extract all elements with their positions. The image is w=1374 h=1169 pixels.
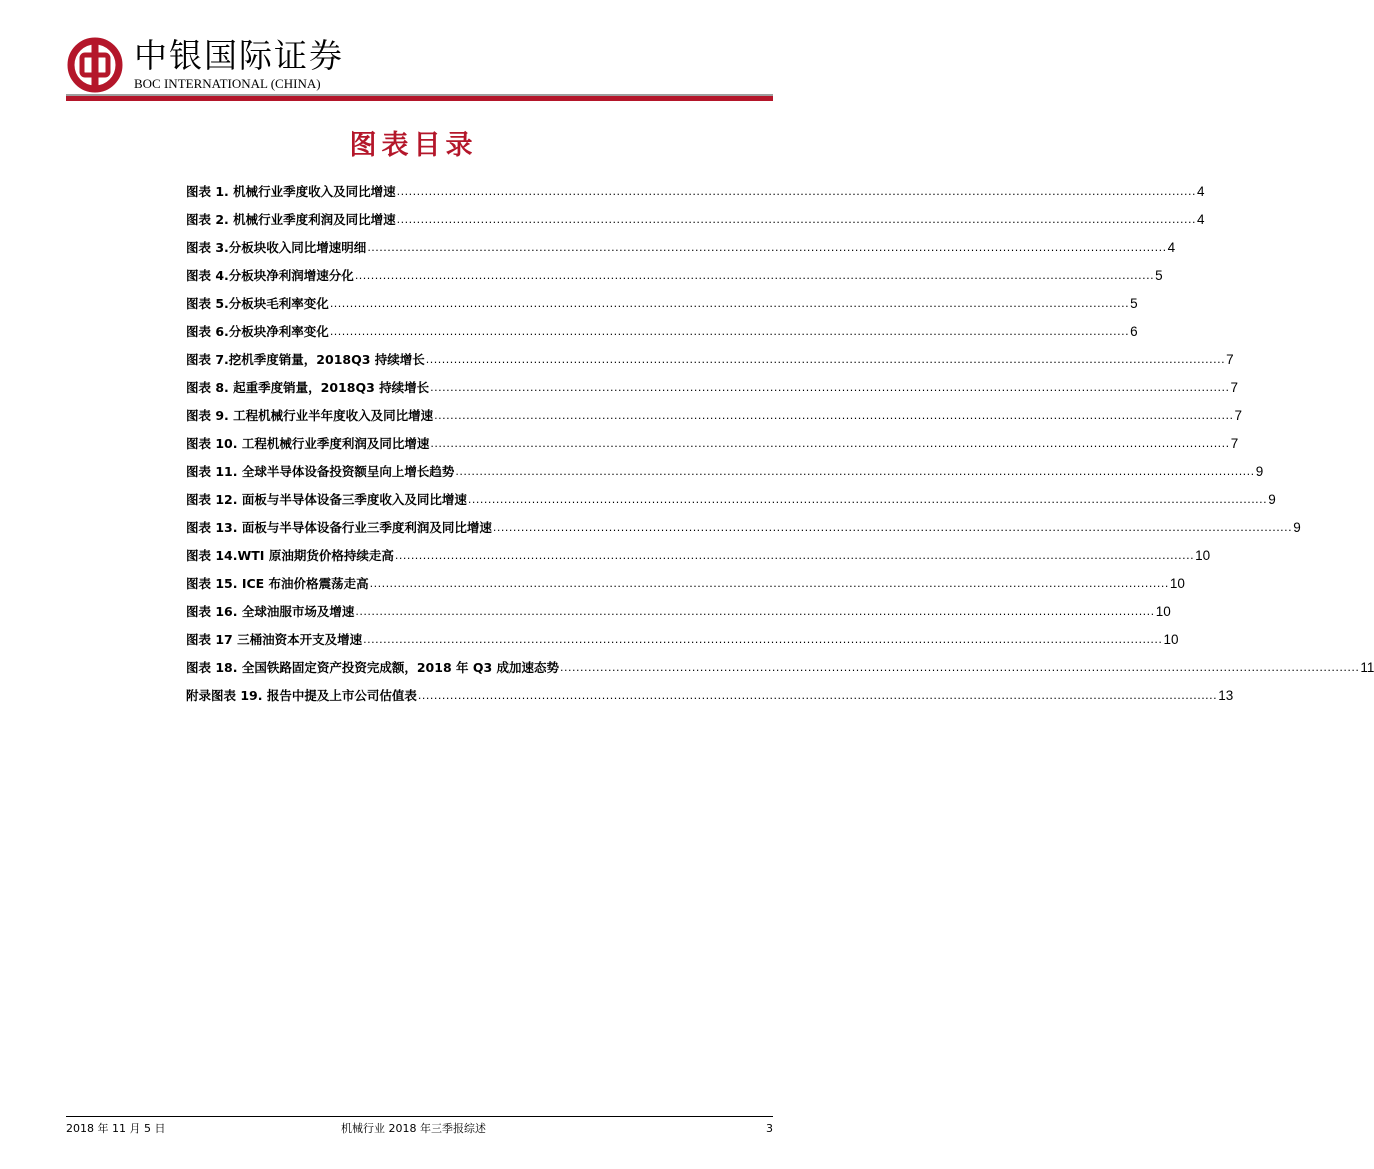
dot-leader: ........................................................................................................................................................................................................ <box>434 409 1234 422</box>
toc-entry-page: 9 <box>1268 492 1276 507</box>
toc-entry-page: 10 <box>1155 604 1171 619</box>
dot-leader: ........................................................................................................................................................................................................ <box>396 213 1196 226</box>
dot-leader: ........................................................................................................................................................................................................ <box>354 269 1155 282</box>
toc-entry-label: 图表 10. 工程机械行业季度利润及同比增速 <box>186 436 430 451</box>
toc-entry[interactable] <box>186 402 1242 430</box>
toc-entry[interactable] <box>186 178 1205 206</box>
toc-entry-label: 图表 8. 起重季度销量，2018Q3 持续增长 <box>186 380 430 395</box>
dot-leader: ........................................................................................................................................................................................................ <box>560 661 1360 674</box>
dot-leader: ........................................................................................................................................................................................................ <box>425 353 1226 366</box>
toc-entry-page: 7 <box>1234 408 1242 423</box>
dot-leader: ........................................................................................................................................................................................................ <box>430 381 1230 394</box>
footer-divider <box>66 1116 773 1117</box>
brand-name-en: BOC INTERNATIONAL (CHINA) <box>134 76 321 91</box>
toc-entry[interactable] <box>186 598 1171 626</box>
toc-entry[interactable] <box>186 626 1179 654</box>
header-divider-red <box>66 96 773 101</box>
toc-entry[interactable] <box>186 206 1205 234</box>
toc-entry[interactable] <box>186 262 1163 290</box>
toc-entry-page: 7 <box>1230 436 1239 451</box>
toc-entry[interactable] <box>186 290 1138 318</box>
toc-entry-label: 附录图表 19. 报告中提及上市公司估值表 <box>186 688 417 703</box>
toc-entry-page: 4 <box>1196 184 1205 199</box>
dot-leader: ........................................................................................................................................................................................................ <box>369 577 1169 590</box>
boc-logo-icon <box>66 36 124 94</box>
toc-entry-page: 6 <box>1130 324 1138 339</box>
page-title: 图表目录 <box>349 130 478 161</box>
toc-entry-page: 13 <box>1218 688 1234 703</box>
toc-entry[interactable] <box>186 234 1176 262</box>
toc-entry-label: 图表 9. 工程机械行业半年度收入及同比增速 <box>186 408 434 423</box>
toc-entry-page: 10 <box>1163 632 1179 647</box>
dot-leader: ........................................................................................................................................................................................................ <box>367 241 1167 254</box>
toc-entry-label: 图表 2. 机械行业季度利润及同比增速 <box>186 212 396 227</box>
toc-entry-label: 图表 11. 全球半导体设备投资额呈向上增长趋势 <box>186 464 455 479</box>
dot-leader: ........................................................................................................................................................................................................ <box>417 689 1218 702</box>
toc-entry-page: 11 <box>1360 660 1374 675</box>
toc-entry[interactable] <box>186 374 1238 402</box>
toc-entry-label: 图表 3.分板块收入同比增速明细 <box>186 240 367 255</box>
toc-entry-page: 5 <box>1130 296 1138 311</box>
toc-entry-label: 图表 5.分板块毛利率变化 <box>186 296 329 311</box>
toc-entry[interactable] <box>186 570 1185 598</box>
toc-entry-label: 图表 7.挖机季度销量，2018Q3 持续增长 <box>186 352 425 367</box>
toc-entry-page: 7 <box>1230 380 1238 395</box>
toc-entry-label: 图表 6.分板块净利率变化 <box>186 324 329 339</box>
dot-leader: ........................................................................................................................................................................................................ <box>394 549 1195 562</box>
dot-leader: ........................................................................................................................................................................................................ <box>329 325 1130 338</box>
footer-page-number: 3 <box>766 1122 773 1135</box>
dot-leader: ........................................................................................................................................................................................................ <box>430 437 1230 450</box>
toc-entry-page: 9 <box>1255 464 1264 479</box>
toc-entry-page: 10 <box>1195 548 1211 563</box>
toc-entry-label: 图表 15. ICE 布油价格震荡走高 <box>186 576 369 591</box>
dot-leader: ........................................................................................................................................................................................................ <box>455 465 1255 478</box>
toc-entry[interactable] <box>186 346 1234 374</box>
toc-entry-page: 10 <box>1169 576 1185 591</box>
toc-entry-label: 图表 13. 面板与半导体设备行业三季度利润及同比增速 <box>186 520 492 535</box>
toc-entry[interactable] <box>186 542 1211 570</box>
dot-leader: ........................................................................................................................................................................................................ <box>329 297 1130 310</box>
toc-entry-page: 9 <box>1293 520 1301 535</box>
toc-entry-page: 4 <box>1196 212 1205 227</box>
toc-entry-label: 图表 18. 全国铁路固定资产投资完成额，2018 年 Q3 成加速态势 <box>186 660 560 675</box>
dot-leader: ........................................................................................................................................................................................................ <box>355 605 1155 618</box>
toc-entry[interactable] <box>186 654 1374 682</box>
toc-entry-label: 图表 1. 机械行业季度收入及同比增速 <box>186 184 396 199</box>
toc-entry[interactable] <box>186 430 1239 458</box>
dot-leader: ........................................................................................................................................................................................................ <box>467 493 1268 506</box>
toc-entry-label: 图表 4.分板块净利润增速分化 <box>186 268 354 283</box>
toc-entry[interactable] <box>186 514 1301 542</box>
dot-leader: ........................................................................................................................................................................................................ <box>396 185 1196 198</box>
toc-entry[interactable] <box>186 458 1264 486</box>
toc-entry-label: 图表 12. 面板与半导体设备三季度收入及同比增速 <box>186 492 467 507</box>
toc-entry-label: 图表 14.WTI 原油期货价格持续走高 <box>186 548 394 563</box>
toc-entry-label: 图表 17 三桶油资本开支及增速 <box>186 632 363 647</box>
footer-report-name: 机械行业 2018 年三季报综述 <box>341 1122 486 1135</box>
toc-entry[interactable] <box>186 682 1234 710</box>
brand-name-cn: 中银国际证券 <box>134 36 344 75</box>
footer-date: 2018 年 11 月 5 日 <box>66 1122 166 1135</box>
toc-entry[interactable] <box>186 318 1138 346</box>
toc-entry-page: 5 <box>1155 268 1163 283</box>
dot-leader: ........................................................................................................................................................................................................ <box>363 633 1163 646</box>
toc-entry-page: 4 <box>1167 240 1176 255</box>
figure-list <box>186 178 1374 710</box>
toc-entry[interactable] <box>186 486 1276 514</box>
toc-entry-label: 图表 16. 全球油服市场及增速 <box>186 604 355 619</box>
toc-entry-page: 7 <box>1226 352 1234 367</box>
dot-leader: ........................................................................................................................................................................................................ <box>492 521 1293 534</box>
